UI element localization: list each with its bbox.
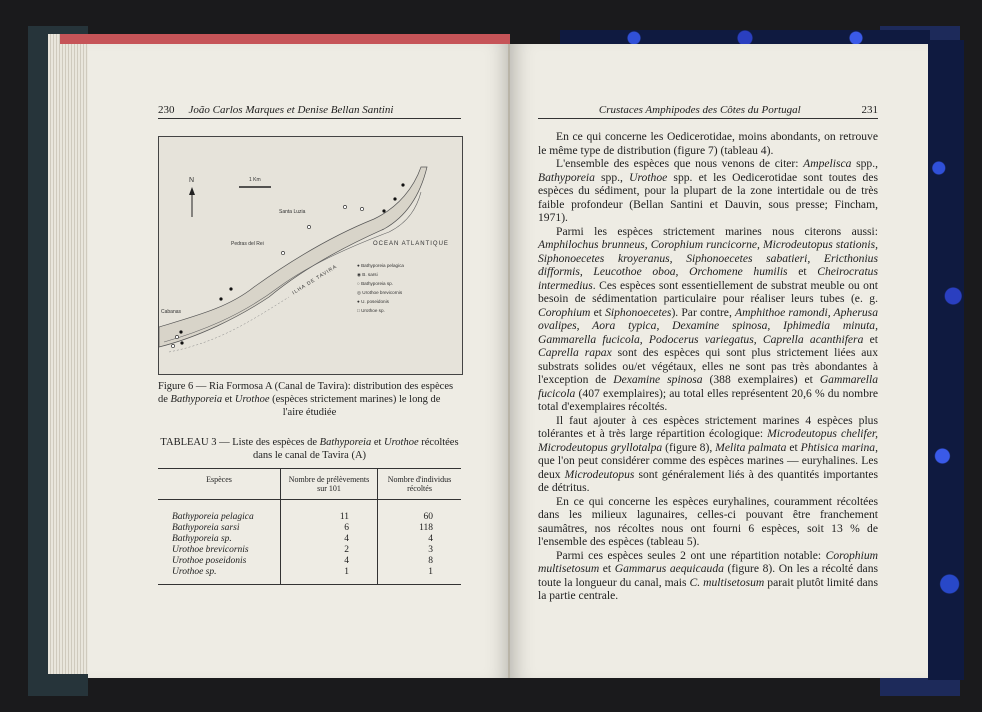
legend-item: U. poseidonis [361, 299, 389, 304]
table-caption-line1: TABLEAU 3 — Liste des espèces de Bathyporeia et Urothoe récoltées [160, 437, 459, 448]
paragraph: En ce qui concerne les Oedicerotidae, moins abondants, on retrouve le même type de distribution (figure 7) (tableau 4). [538, 130, 878, 157]
legend-item: Urothoe brevicornis [362, 290, 403, 295]
place-santa-luzia: Santa Luzia [279, 209, 306, 215]
north-label: N [189, 177, 195, 184]
table-row: Urothoe brevicornis 2 3 [158, 545, 461, 556]
running-head-title: Crustaces Amphipodes des Côtes du Portugal [598, 104, 801, 116]
map-svg [159, 137, 462, 374]
place-ocean: OCEAN ATLANTIQUE [373, 241, 449, 247]
col-header-individuals: Nombre d'individus récoltés [378, 469, 462, 500]
figure-caption-line1: Figure 6 — Ria Formosa A (Canal de Tavira): distribution des espèces [158, 381, 454, 392]
place-cabanas: Cabanas [161, 309, 182, 315]
paragraph: L'ensemble des espèces que nous venons de citer: Ampelisca spp., Bathyporeia spp., Urothoe spp. et les Oedicerotidae sont toutes des espèces du sédiment, pour la plupart de la zone intertidale ou de très faible profondeur (Bellan Santini et Dauvin, sous presse; Fincham, 1971). [538, 157, 879, 224]
running-head-right [538, 104, 878, 119]
marbled-endpaper-right [928, 40, 964, 680]
paragraph: Parmi les espèces strictement marines nous citerons aussi: Amphilochus brunneus, Corophium runcicorne, Microdeutopus stationis, Siphonoecetes kroyeranus, Siphonoecetes sabatieri, Ericthonius difformis, Leucothoe oboa, Orchomene humilis et Cheirocratus intermedius. Ces espèces sont essentiellement de substrat meuble ou ont besoin de sédimentation particulaire pour réaliser leurs tubes (e. g. Corophium et Siphonoecetes). Par contre, Amphithoe ramondi, Apherusa ovalipes, Aora typica, Dexamine spinosa, Iphimedia minuta, Gammarella fucicola, Podocerus variegatus, Caprella acanthifera et Caprella rapax sont des espèces qui sont plus strictement liées aux substrats solides ou/et végétaux, elles ne sont pas très abondantes à l'exception de Dexamine spinosa (388 exemplaires) et Gammarella fucicola (407 exemplaires); au total elles représentent 20,6 % du nombre total d'exemplaires récoltés. [538, 224, 878, 413]
left-page [88, 44, 510, 678]
body-text [538, 130, 878, 603]
figure-caption-line2: de Bathyporeia et Urothoe (espèces strictement marines) le long de [158, 394, 441, 405]
map-legend: ● Bathyporeia pelagica ◉ B. sarsi ○ Bathyporeia sp. ◎ Urothoe brevicornis ● U. poseidonis □ Urothoe sp. [357, 263, 404, 313]
page-edges [48, 34, 88, 674]
place-pedras-del-rei: Pedras del Rei [231, 241, 264, 247]
table-row: Bathyporeia pelagica 11 60 [158, 500, 461, 524]
running-head-left [158, 104, 461, 119]
figure-caption-line3: l'aire étudiée [282, 407, 337, 418]
table-header-row [158, 469, 461, 500]
table-caption [158, 436, 461, 462]
page-number-left: 230 [158, 104, 175, 116]
north-arrow-icon [189, 187, 195, 195]
page-number-right: 231 [861, 104, 878, 116]
right-page [510, 44, 928, 678]
table-row: Bathyporeia sp. 4 4 [158, 534, 461, 545]
place-ilha-de-tavira: ILHA DE TAVIRA [291, 263, 339, 297]
species-table [158, 468, 461, 585]
col-header-samples: Nombre de prélèvements sur 101 [281, 469, 378, 500]
legend-item: Bathyporeia sp. [361, 281, 393, 286]
legend-item: Urothoe sp. [361, 308, 385, 313]
paragraph: Parmi ces espèces seules 2 ont une répartition notable: Corophium multisetosum et Gammarus aequicauda (figure 8). On les a récolté dans toute la longueur du canal, mais C. multisetosum parait plutôt limité dans la partie centrale. [538, 548, 878, 602]
paragraph: En ce qui concerne les espèces euryhalines, couramment récoltées dans les milieux lagunaires, celles-ci pouvant être franchement saumâtres, nos récoltes nous ont fourni 6 espèces, soit 13 % de l'ensemble des espèces (tableau 5). [538, 494, 878, 548]
island-shape [159, 167, 427, 347]
scale-label: 1 Km [249, 177, 261, 183]
table-row: Bathyporeia sarsi 6 118 [158, 523, 461, 534]
legend-item: Bathyporeia pelagica [361, 263, 404, 268]
col-header-species: Espèces [158, 469, 281, 500]
running-head-authors: João Carlos Marques et Denise Bellan Santini [188, 104, 394, 116]
table-row: Urothoe sp. 1 1 [158, 567, 461, 585]
figure-map [158, 136, 463, 375]
figure-caption [158, 380, 461, 419]
paragraph: Il faut ajouter à ces espèces strictement marines 4 espèces plus tolérantes et à très large répartition écologique: Microdeutopus chelifer, Microdeutopus gryllotalpa (figure 8), Melita palmata et Phtisica marina, que l'on peut considérer comme des espèces marines — euryhalines. Les deux Microdeutopus sont généralement liés à des quantités importantes de détritus. [538, 413, 879, 494]
table-caption-line2: dans le canal de Tavira (A) [252, 450, 367, 461]
legend-item: B. sarsi [362, 272, 378, 277]
red-page-edge [60, 34, 510, 44]
table-row: Urothoe poseidonis 4 8 [158, 556, 461, 567]
